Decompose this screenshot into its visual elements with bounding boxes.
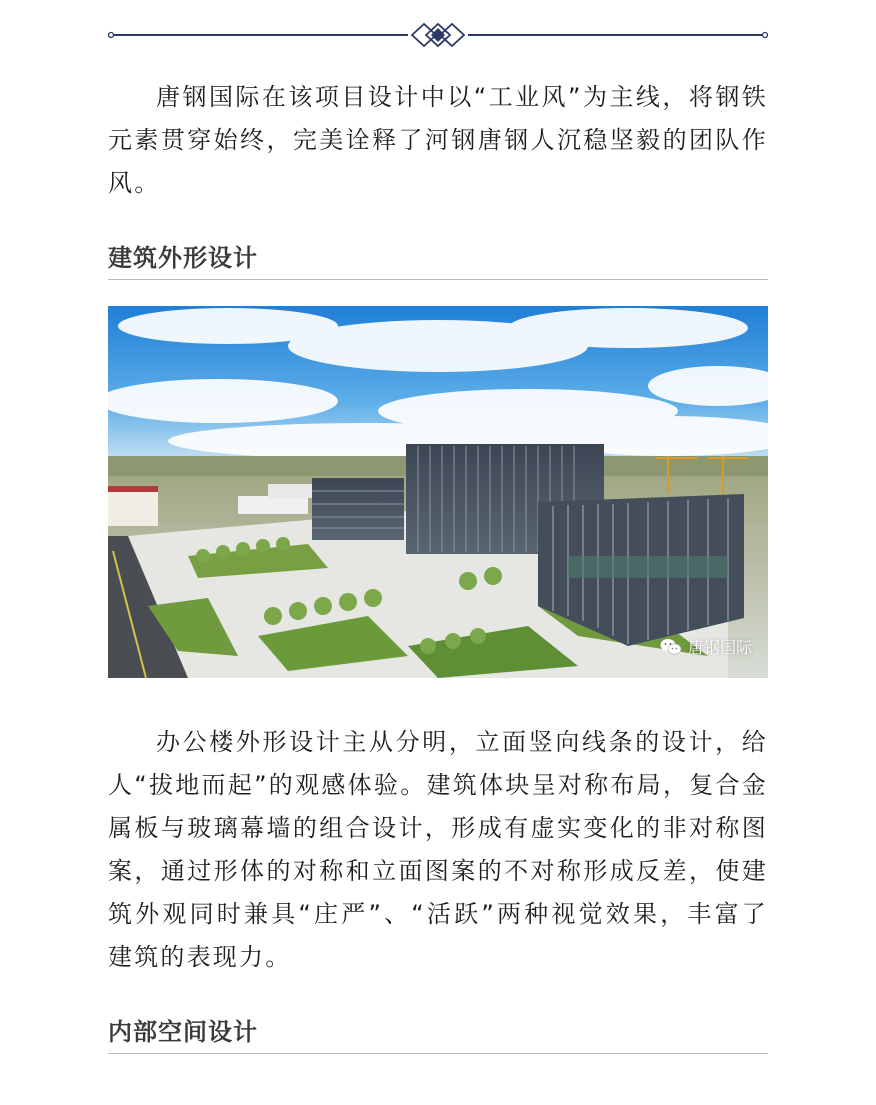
section-heading-exterior: 建筑外形设计 <box>108 238 768 280</box>
photo-watermark <box>660 635 752 658</box>
exterior-paragraph: 办公楼外形设计主从分明，立面竖向线条的设计，给人“拔地而起”的观感体验。建筑体块呈对称布局，复合金属板与玻璃幕墙的组合设计，形成有虚实变化的非对称图案，通过形体的对称和立面图案的不对称形成反差，使建筑外观同时兼具“庄严”、“活跃”两种视觉效果，丰富了建筑的表现力。 <box>108 728 768 971</box>
ornament-divider <box>108 22 768 48</box>
watermark-text: 唐钢国际 <box>687 638 752 657</box>
wechat-icon <box>660 638 682 656</box>
section-heading-interior: 内部空间设计 <box>108 1012 768 1054</box>
building-photo <box>108 306 768 678</box>
intro-paragraph: 唐钢国际在该项目设计中以“工业风”为主线，将钢铁元素贯穿始终，完美诠释了河钢唐钢人沉稳坚毅的团队作风。 <box>108 83 768 197</box>
